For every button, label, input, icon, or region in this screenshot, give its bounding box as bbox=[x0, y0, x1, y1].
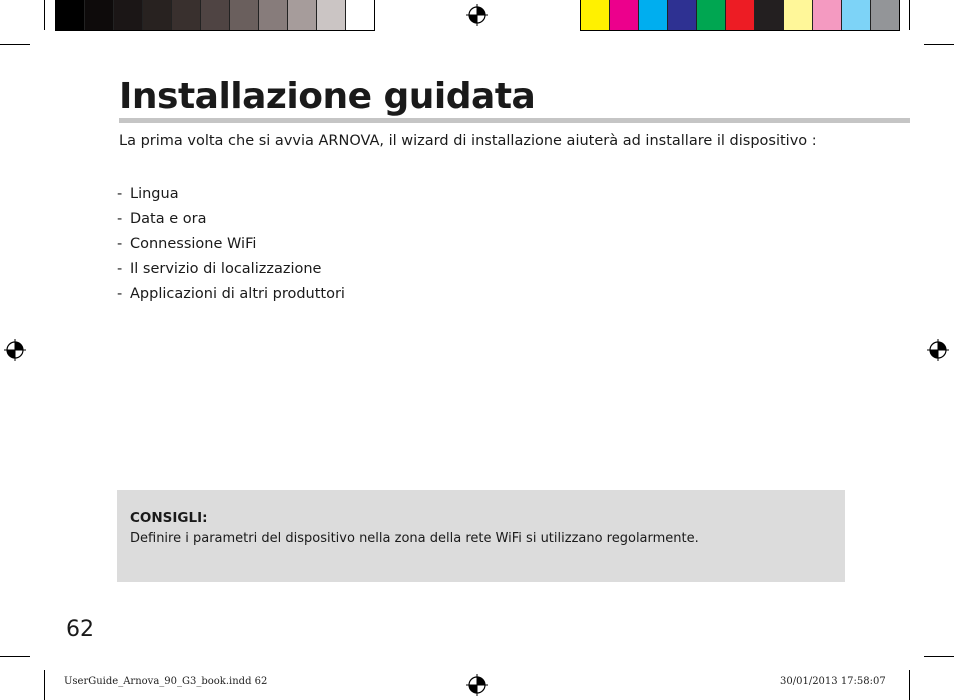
crop-mark-bottom-left-h bbox=[0, 656, 30, 657]
tip-title: CONSIGLI: bbox=[130, 510, 208, 526]
crop-mark-bottom-right-v bbox=[909, 670, 910, 700]
step-label: Data e ora bbox=[130, 211, 207, 227]
color-swatch bbox=[755, 0, 784, 30]
bullet-dash: - bbox=[117, 211, 123, 227]
bullet-dash: - bbox=[117, 236, 123, 252]
list-item bbox=[117, 258, 345, 283]
slug-date-info: 30/01/2013 17:58:07 bbox=[780, 676, 886, 687]
crop-mark-top-left-v bbox=[44, 0, 45, 30]
page-number: 62 bbox=[66, 617, 94, 642]
color-swatch bbox=[85, 0, 114, 30]
step-label: Connessione WiFi bbox=[130, 236, 257, 252]
list-item bbox=[117, 283, 345, 308]
color-swatch bbox=[172, 0, 201, 30]
color-swatch bbox=[317, 0, 346, 30]
color-swatch bbox=[259, 0, 288, 30]
color-swatch bbox=[871, 0, 899, 30]
page-title: Installazione guidata bbox=[119, 76, 536, 117]
crop-mark-top-right-h bbox=[924, 44, 954, 45]
color-swatch bbox=[581, 0, 610, 30]
registration-mark-left-icon bbox=[4, 339, 26, 361]
crop-mark-top-left-h bbox=[0, 44, 30, 45]
color-swatch bbox=[230, 0, 259, 30]
list-item bbox=[117, 233, 345, 258]
bullet-dash: - bbox=[117, 286, 123, 302]
color-swatch bbox=[813, 0, 842, 30]
color-swatch-bar bbox=[580, 0, 900, 31]
tip-text: Definire i parametri del dispositivo nella zona della rete WiFi si utilizzano regolarmente. bbox=[130, 531, 699, 546]
color-swatch bbox=[288, 0, 317, 30]
bullet-dash: - bbox=[117, 261, 123, 277]
color-swatch bbox=[784, 0, 813, 30]
title-divider bbox=[119, 118, 910, 123]
setup-steps-list bbox=[117, 183, 345, 308]
step-label: Applicazioni di altri produttori bbox=[130, 286, 345, 302]
registration-mark-top-icon bbox=[466, 4, 488, 26]
color-swatch bbox=[668, 0, 697, 30]
crop-mark-bottom-right-h bbox=[924, 656, 954, 657]
color-swatch bbox=[143, 0, 172, 30]
color-swatch bbox=[639, 0, 668, 30]
color-swatch bbox=[697, 0, 726, 30]
registration-mark-bottom-icon bbox=[466, 674, 488, 696]
crop-mark-top-right-v bbox=[909, 0, 910, 30]
color-swatch bbox=[346, 0, 374, 30]
color-swatch bbox=[114, 0, 143, 30]
color-swatch bbox=[726, 0, 755, 30]
color-swatch bbox=[201, 0, 230, 30]
bullet-dash: - bbox=[117, 186, 123, 202]
color-swatch bbox=[610, 0, 639, 30]
grayscale-swatch-bar bbox=[55, 0, 375, 31]
color-swatch bbox=[842, 0, 871, 30]
list-item bbox=[117, 183, 345, 208]
tip-box bbox=[117, 490, 845, 582]
step-label: Lingua bbox=[130, 186, 179, 202]
slug-file-info: UserGuide_Arnova_90_G3_book.indd 62 bbox=[64, 676, 268, 687]
crop-mark-bottom-left-v bbox=[44, 670, 45, 700]
list-item bbox=[117, 208, 345, 233]
intro-text: La prima volta che si avvia ARNOVA, il wizard di installazione aiuterà ad installare il dispositivo : bbox=[119, 133, 817, 149]
step-label: Il servizio di localizzazione bbox=[130, 261, 322, 277]
registration-mark-right-icon bbox=[927, 339, 949, 361]
color-swatch bbox=[56, 0, 85, 30]
